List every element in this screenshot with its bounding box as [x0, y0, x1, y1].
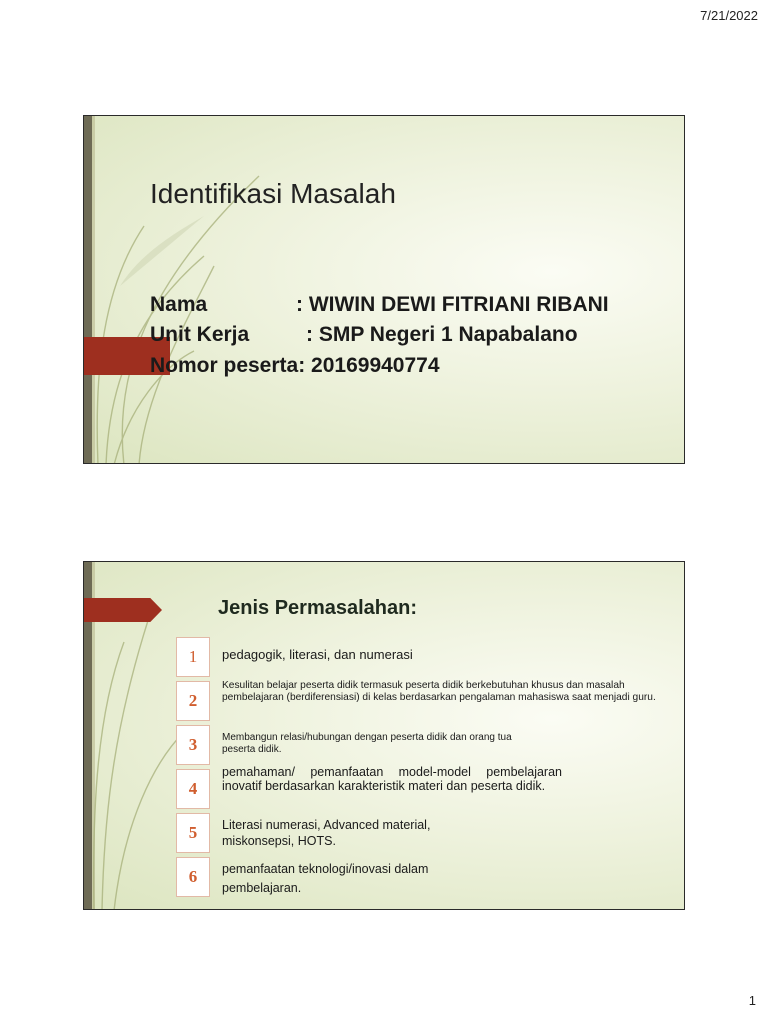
unit-kerja-label: Unit Kerja [150, 323, 250, 346]
red-arrow-tag [84, 598, 162, 622]
page-number: 1 [748, 993, 756, 1008]
item-text-4: pemahaman/ pemanfaatan model-model pembelajaran inovatif berdasarkan karakteristik materi dan peserta didik. [222, 765, 562, 793]
stem-curve [94, 642, 124, 910]
nama-value: : WIWIN DEWI FITRIANI RIBANI [296, 293, 609, 316]
item-number-4: 4 [176, 769, 210, 809]
slide-left-bar-highlight [92, 116, 95, 463]
stem-curve [102, 602, 154, 910]
slide-identifikasi [83, 115, 685, 464]
item-number-2: 2 [176, 681, 210, 721]
unit-kerja-line [150, 323, 578, 347]
item-text-3: Membangun relasi/hubungan dengan peserta didik dan orang tua peserta didik. [222, 732, 512, 755]
item-number-3: 3 [176, 725, 210, 765]
nomor-peserta-label: Nomor peserta [150, 354, 299, 377]
item-number-5: 5 [176, 813, 210, 853]
decorative-stems [84, 116, 264, 464]
section-title: Jenis Permasalahan: [218, 597, 417, 619]
nama-label: Nama [150, 293, 208, 316]
slide-jenis-permasalahan [83, 561, 685, 910]
stem-leaf [120, 216, 204, 286]
nomor-peserta-line [150, 354, 440, 378]
nomor-peserta-value: : 20169940774 [298, 354, 440, 377]
item-text-5: Literasi numerasi, Advanced material, miskonsepsi, HOTS. [222, 818, 431, 849]
item-text-2: Kesulitan belajar peserta didik termasuk peserta didik berkebutuhan khusus dan masalah pembelajaran (berdiferensiasi) di kelas berdasarkan pengalaman mahasiswa saat menjadi guru. [222, 680, 656, 704]
unit-kerja-value: : SMP Negeri 1 Napabalano [306, 323, 578, 346]
page-date: 7/21/2022 [700, 8, 758, 23]
stem-curve [122, 176, 259, 464]
nama-line [150, 293, 609, 317]
item-number-1: 1 [176, 637, 210, 677]
item-text-1: pedagogik, literasi, dan numerasi [222, 647, 413, 662]
item-text-6: pemanfaatan teknologi/inovasi dalam pembelajaran. [222, 862, 429, 896]
item-number-6: 6 [176, 857, 210, 897]
slide-title: Identifikasi Masalah [150, 178, 396, 209]
stem-curve [114, 732, 184, 910]
slide-left-bar [84, 116, 92, 463]
